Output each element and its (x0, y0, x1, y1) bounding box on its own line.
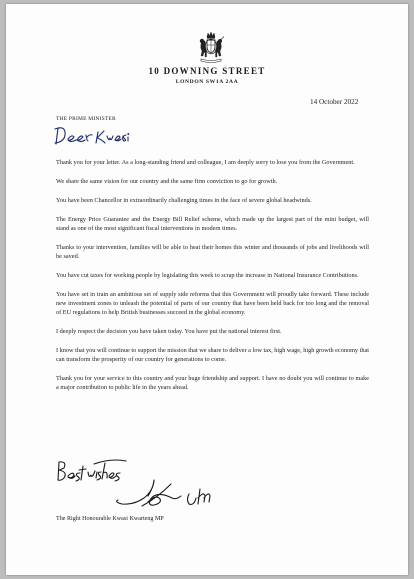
handwritten-salutation (52, 120, 132, 146)
letterhead-address-line2: LONDON SW1A 2AA (175, 79, 239, 85)
body-paragraph: Thank you for your letter. As a long-standing friend and colleague, I am deeply sorry to lose you from the Government. (56, 159, 355, 166)
body-paragraph: You have cut taxes for working people by legislating this week to scrap the increase in National Insurance Contributions. (56, 272, 359, 279)
handwritten-signoff-and-signature (56, 458, 266, 510)
body-paragraph: You have set in train an ambitious set of supply side reforms that this Government will proudly take forward. These include new investment zones to unleash the potential of parts of our country that have been held back for too long and the removal of EU regulations to help British businesses succeed in the global economy. (56, 291, 369, 316)
body-paragraph: Thank you for your service to this country and your huge friendship and support. I have no doubt you will continue to make a major contribution to public life in the years ahead. (56, 375, 369, 391)
body-paragraph: We share the same vision for our country and the same firm conviction to go for growth. (56, 178, 278, 185)
body-paragraph: I know that you will continue to support the mission that we share to deliver a low tax, high wage, high growth economy that can transform the prosperity of our country for generations to come. (56, 347, 369, 363)
letter-date: 14 October 2022 (310, 98, 359, 106)
body-paragraph: I deeply respect the decision you have taken today. You have put the national interest first. (56, 328, 282, 335)
body-paragraph: Thanks to your intervention, families will be able to heat their homes this winter and thousands of jobs and livelihoods will be saved. (56, 244, 369, 260)
sender-title: THE PRIME MINISTER (56, 116, 116, 122)
letter-body (56, 158, 369, 402)
body-paragraph: You have been Chancellor in extraordinarily challenging times in the face of severe global headwinds. (56, 197, 312, 204)
royal-coat-of-arms-icon (196, 31, 226, 64)
recipient-name: The Right Honourable Kwasi Kwarteng MP (56, 516, 164, 522)
body-paragraph: The Energy Price Guarantee and the Energy Bill Relief scheme, which made up the largest part of the mini budget, will stand as one of the most significant fiscal interventions in modern times. (56, 216, 369, 232)
letterhead-address-line1: 10 DOWNING STREET (148, 66, 266, 76)
